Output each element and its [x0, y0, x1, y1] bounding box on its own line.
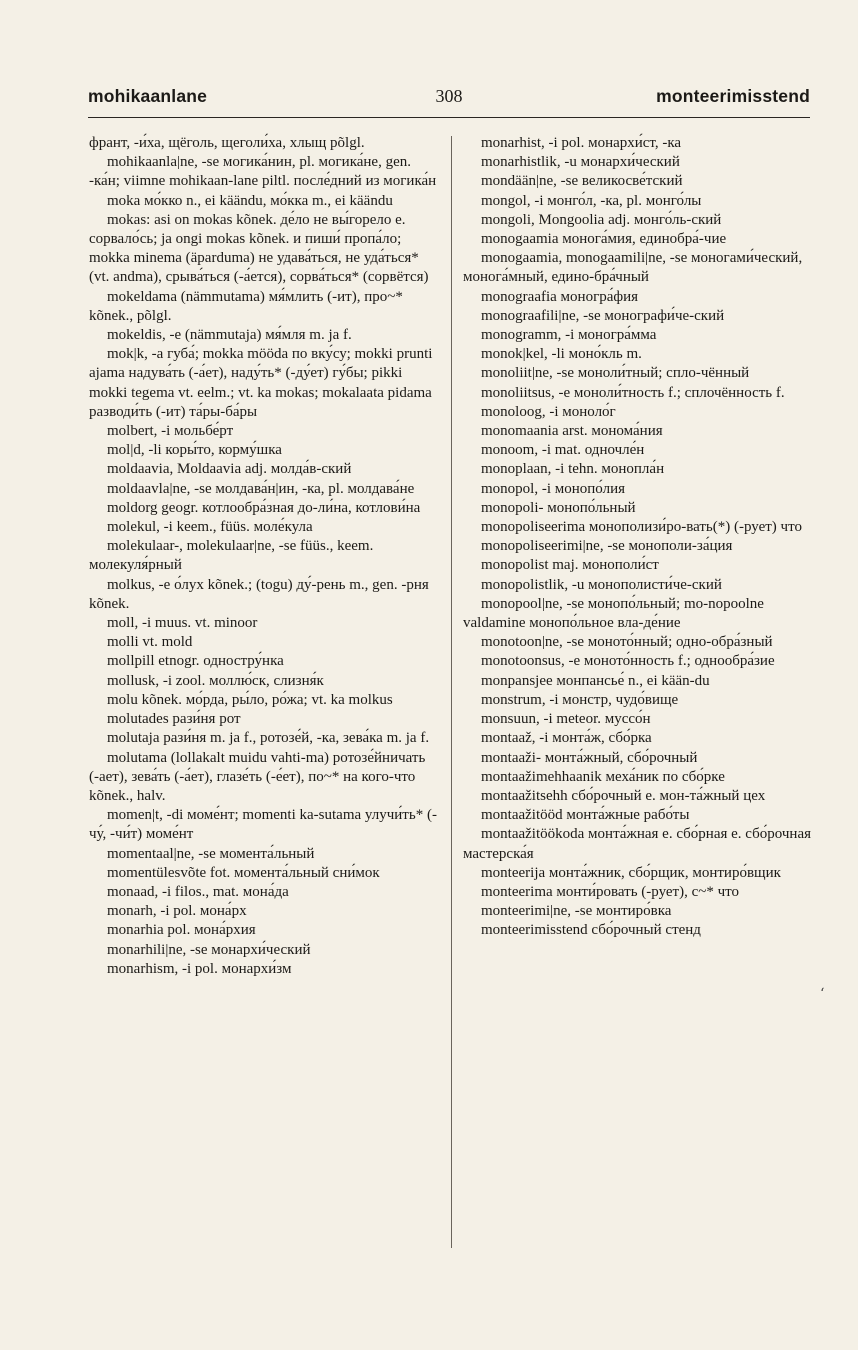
entry-text: mokeldama (nämmutama) мя́млить (-ит), про~* kõnek., põlgl.	[89, 288, 403, 324]
dictionary-entry	[89, 192, 439, 211]
dictionary-entry	[89, 672, 439, 691]
entry-text: monteerimi|ne, -se монтиро́вка	[481, 903, 672, 920]
entry-text: monarh, -i pol. мона́рх	[107, 903, 247, 920]
dictionary-entry	[463, 192, 814, 211]
dictionary-entry	[89, 652, 439, 671]
dictionary-entry	[463, 825, 814, 863]
margin-mark: ʻ	[820, 986, 825, 1002]
entry-text: montaaži- монта́жный, сбо́рочный	[481, 749, 698, 766]
dictionary-entry	[463, 729, 814, 748]
entry-text: monogaamia, monogaamili|ne, -se моногами́ческий, монога́мный, едино-бра́чный	[463, 250, 803, 286]
dictionary-entry	[463, 460, 814, 479]
dictionary-entry	[89, 902, 439, 921]
dictionary-entry	[463, 902, 814, 921]
dictionary-entry	[463, 211, 814, 230]
entry-text: mok|k, -a губа́; mokka mööda по вку́су; mokki prunti ajama надува́ть (-а́ет), наду́ть* (-ду́ет) гу́бы; pikki mokki tegema vt. eelm.; vt. ka mokas; mokalaata pidama разводи́ть (-ит) та́ры-ба́ры	[89, 346, 433, 420]
dictionary-entry	[89, 941, 439, 960]
dictionary-entry	[463, 326, 814, 345]
entry-text: molutades рази́ня рот	[107, 711, 241, 728]
left-column	[89, 134, 439, 979]
entry-text: mokas: asi on mokas kõnek. де́ло не вы́горело e. сорвало́сь; ja ongi mokas kõnek. и пиши́ пропа́ло; mokka minema (äpardumа) не удава́ться, не уда́ться* (vt. andma), срыва́ться (-а́ется), сорва́ться* (сорвётся)	[89, 211, 429, 286]
dictionary-entry	[463, 499, 814, 518]
dictionary-entry	[89, 153, 439, 191]
entry-text: monarhist, -i pol. монархи́ст, -ка	[481, 135, 682, 151]
dictionary-entry	[89, 499, 439, 518]
dictionary-entry	[89, 806, 439, 844]
dictionary-entry	[463, 307, 814, 326]
entry-text: monteerimisstend сбо́рочный стенд	[481, 922, 701, 939]
entry-text: monopoliseerima монополизи́ро-вать(*) (-рует) что	[481, 519, 802, 536]
entry-text: monoloog, -i моноло́г	[481, 403, 616, 420]
entry-text: monogramm, -i моногра́мма	[481, 327, 657, 344]
entry-text: monotoon|ne, -se моното́нный; одно-обра́зный	[481, 634, 773, 651]
dictionary-entry	[89, 921, 439, 940]
entry-text: monogaamia монога́мия, единобра́-чие	[481, 231, 727, 248]
dictionary-entry	[463, 672, 814, 691]
header-guide-word-right: monteerimisstend	[656, 86, 810, 106]
dictionary-entry	[89, 345, 439, 422]
entry-text: monteerima монти́ровать (-рует), с~* что	[481, 883, 740, 900]
entry-text: monopolistlik, -u монополисти́че-ский	[481, 576, 722, 593]
entry-text: monoliit|ne, -se моноли́тный; спло-чённый	[481, 365, 750, 382]
entry-text: monstrum, -i монстр, чудо́вище	[481, 691, 679, 708]
dictionary-entry	[463, 556, 814, 575]
entry-text: monpansjee монпансье́ n., ei kään-du	[481, 672, 710, 689]
entry-text: montaažitsehh сбо́рочный e. мон-та́жный цех	[481, 787, 766, 804]
dictionary-entry	[463, 691, 814, 710]
dictionary-entry	[463, 806, 814, 825]
entry-text: momentülesvõte fot. момента́льный сни́мок	[107, 864, 380, 881]
dictionary-entry	[463, 633, 814, 652]
dictionary-entry	[463, 537, 814, 556]
dictionary-entry	[89, 883, 439, 902]
entry-text: франт, -и́ха, щёголь, щеголи́ха, хлыщ põlgl.	[89, 135, 365, 151]
entry-text: monopoliseerimi|ne, -se монополи-за́ция	[481, 538, 733, 555]
entry-text: molkus, -e о́лух kõnek.; (togu) ду́-рень m., gen. -рня kõnek.	[89, 576, 429, 612]
dictionary-entry	[89, 422, 439, 441]
dictionary-entry	[463, 652, 814, 671]
dictionary-entry	[89, 633, 439, 652]
page-header	[88, 86, 810, 114]
column-divider	[451, 136, 452, 1248]
dictionary-entry	[463, 441, 814, 460]
entry-text: mollusk, -i zool. моллю́ск, слизня́к	[107, 672, 324, 689]
dictionary-entry	[463, 153, 814, 172]
dictionary-entry	[463, 921, 814, 940]
dictionary-entry	[89, 288, 439, 326]
entry-text: monarhistlik, -u монархи́ческий	[481, 154, 680, 171]
dictionary-entry	[463, 576, 814, 595]
entry-text: monoom, -i mat. одночле́н	[481, 442, 645, 459]
entry-text: molbert, -i мольбе́рт	[107, 423, 234, 440]
entry-text: molu kõnek. мо́рда, ры́ло, ро́жа; vt. ka molkus	[107, 691, 393, 708]
entry-text: monarhia pol. мона́рхия	[107, 922, 256, 939]
dictionary-entry	[463, 864, 814, 883]
dictionary-entry	[89, 864, 439, 883]
entry-text: mondään|ne, -se великосве́тский	[481, 173, 683, 190]
entry-text: montaaž, -i монта́ж, сбо́рка	[481, 730, 652, 747]
dictionary-entry	[89, 691, 439, 710]
dictionary-entry	[463, 364, 814, 383]
entry-text: mongol, -i монго́л, -ка, pl. монго́лы	[481, 192, 702, 209]
entry-text: monopool|ne, -se монопо́льный; mo-nopoolne valdamine монопо́льное вла-де́ние	[463, 595, 764, 632]
dictionary-entry	[89, 576, 439, 614]
entry-text: molekul, -i keem., füüs. моле́кула	[107, 519, 313, 536]
entry-text: mol|d, -li коры́то, корму́шка	[107, 442, 282, 459]
entry-text: molutama (lollakalt muidu vahti-ma) ротозе́йничать (-ает), зева́ть (-а́ет), глазе́ть (-е́ет), по~* на кого-что kõnek., halv.	[89, 749, 426, 804]
entry-text: moka мо́кко n., ei käändu, мо́кка m., ei käändu	[107, 192, 393, 209]
entry-text: monaad, -i filos., mat. мона́да	[107, 883, 289, 900]
dictionary-entry	[463, 230, 814, 249]
entry-text: momen|t, -di моме́нт; momenti ka-sutama улучи́ть* (-чу́, -чи́т) моме́нт	[89, 807, 437, 843]
entry-text: monteerija монта́жник, сбо́рщик, монтиро́вщик	[481, 864, 781, 881]
dictionary-entry	[89, 518, 439, 537]
dictionary-entry	[89, 134, 439, 153]
dictionary-entry	[463, 249, 814, 287]
dictionary-entry	[463, 710, 814, 729]
entry-text: momentaal|ne, -se момента́льный	[107, 845, 315, 862]
dictionary-entry	[89, 749, 439, 807]
dictionary-entry	[89, 211, 439, 288]
dictionary-entry	[463, 787, 814, 806]
dictionary-entry	[463, 595, 814, 633]
entry-text: monograafia моногра́фия	[481, 288, 639, 305]
dictionary-entry	[89, 729, 439, 748]
dictionary-entry	[89, 710, 439, 729]
dictionary-entry	[463, 288, 814, 307]
entry-text: monsuun, -i meteor. муссо́н	[481, 711, 651, 728]
dictionary-entry	[89, 614, 439, 633]
entry-text: montaažimehhaanik меха́ник по сбо́рке	[481, 768, 725, 785]
right-column	[463, 134, 814, 941]
entry-text: mokeldis, -e (nämmutaja) мя́мля m. ja f.	[107, 327, 352, 344]
entry-text: moldaavla|ne, -se молдава́н|ин, -ка, pl. молдава́не	[107, 480, 415, 497]
entry-text: molutaja рази́ня m. ja f., ротозе́й, -ка, зева́ка m. ja f.	[107, 730, 430, 747]
entry-text: monoliitsus, -е моноли́тность f.; сплочённость f.	[481, 384, 785, 401]
dictionary-entry	[463, 749, 814, 768]
dictionary-entry	[463, 384, 814, 403]
entry-text: monoplaan, -i tehn. монопла́н	[481, 461, 665, 478]
dictionary-entry	[463, 768, 814, 787]
entry-text: monopolist maj. монополи́ст	[481, 557, 659, 574]
entry-text: mongoli, Mongoolia adj. монго́ль-ский	[481, 211, 722, 228]
entry-text: monarhili|ne, -se монархи́ческий	[107, 941, 311, 958]
dictionary-entry	[463, 403, 814, 422]
header-guide-word-left: mohikaanlane	[88, 86, 208, 106]
dictionary-entry	[89, 441, 439, 460]
entry-text: montaažitööd монта́жные рабо́ты	[481, 807, 690, 824]
entry-text: moldorg geogr. котлообра́зная до-ли́на, котлови́на	[107, 499, 421, 516]
entry-text: mollpill etnogr. одностру́нка	[107, 653, 284, 670]
dictionary-entry	[463, 134, 814, 153]
entry-text: monarhism, -i pol. монархи́зм	[107, 960, 292, 977]
dictionary-entry	[463, 422, 814, 441]
dictionary-entry	[89, 326, 439, 345]
entry-text: moldaavia, Moldaavia adj. молда́в-ский	[107, 461, 352, 478]
entry-text: montaažitöökoda монта́жная e. сбо́рная e. сбо́рочная мастерска́я	[463, 826, 811, 862]
dictionary-entry	[89, 480, 439, 499]
dictionary-entry	[89, 460, 439, 479]
dictionary-entry	[463, 883, 814, 902]
dictionary-entry	[89, 537, 439, 575]
dictionary-entry	[463, 518, 814, 537]
page-number: 308	[435, 86, 463, 106]
entry-text: monomaania arst. монома́ния	[481, 423, 663, 440]
entry-text: monopoli- монопо́льный	[481, 499, 636, 516]
entry-text: monok|kel, -li моно́кль m.	[481, 346, 642, 363]
entry-text: moll, -i muus. vt. minoor	[107, 615, 258, 632]
entry-text: monotoonsus, -е моното́нность f.; однообра́зие	[481, 653, 775, 670]
header-rule	[88, 117, 810, 118]
entry-text: molli vt. mold	[107, 634, 193, 651]
dictionary-entry	[463, 345, 814, 364]
entry-text: molekulaar-, molekulaar|ne, -se füüs., keem. молекуля́рный	[89, 538, 374, 574]
dictionary-entry	[89, 845, 439, 864]
entry-text: monopol, -i монопо́лия	[481, 480, 626, 497]
dictionary-entry	[463, 172, 814, 191]
dictionary-entry	[463, 480, 814, 499]
entry-text: monograafili|ne, -se монографи́че-ский	[481, 307, 725, 324]
entry-text: mohikaanla|ne, -se могика́нин, pl. могика́не, gen. -ка́н; viimne mohikaan-lane piltl. после́дний из могика́н	[89, 154, 437, 190]
dictionary-entry	[89, 960, 439, 979]
